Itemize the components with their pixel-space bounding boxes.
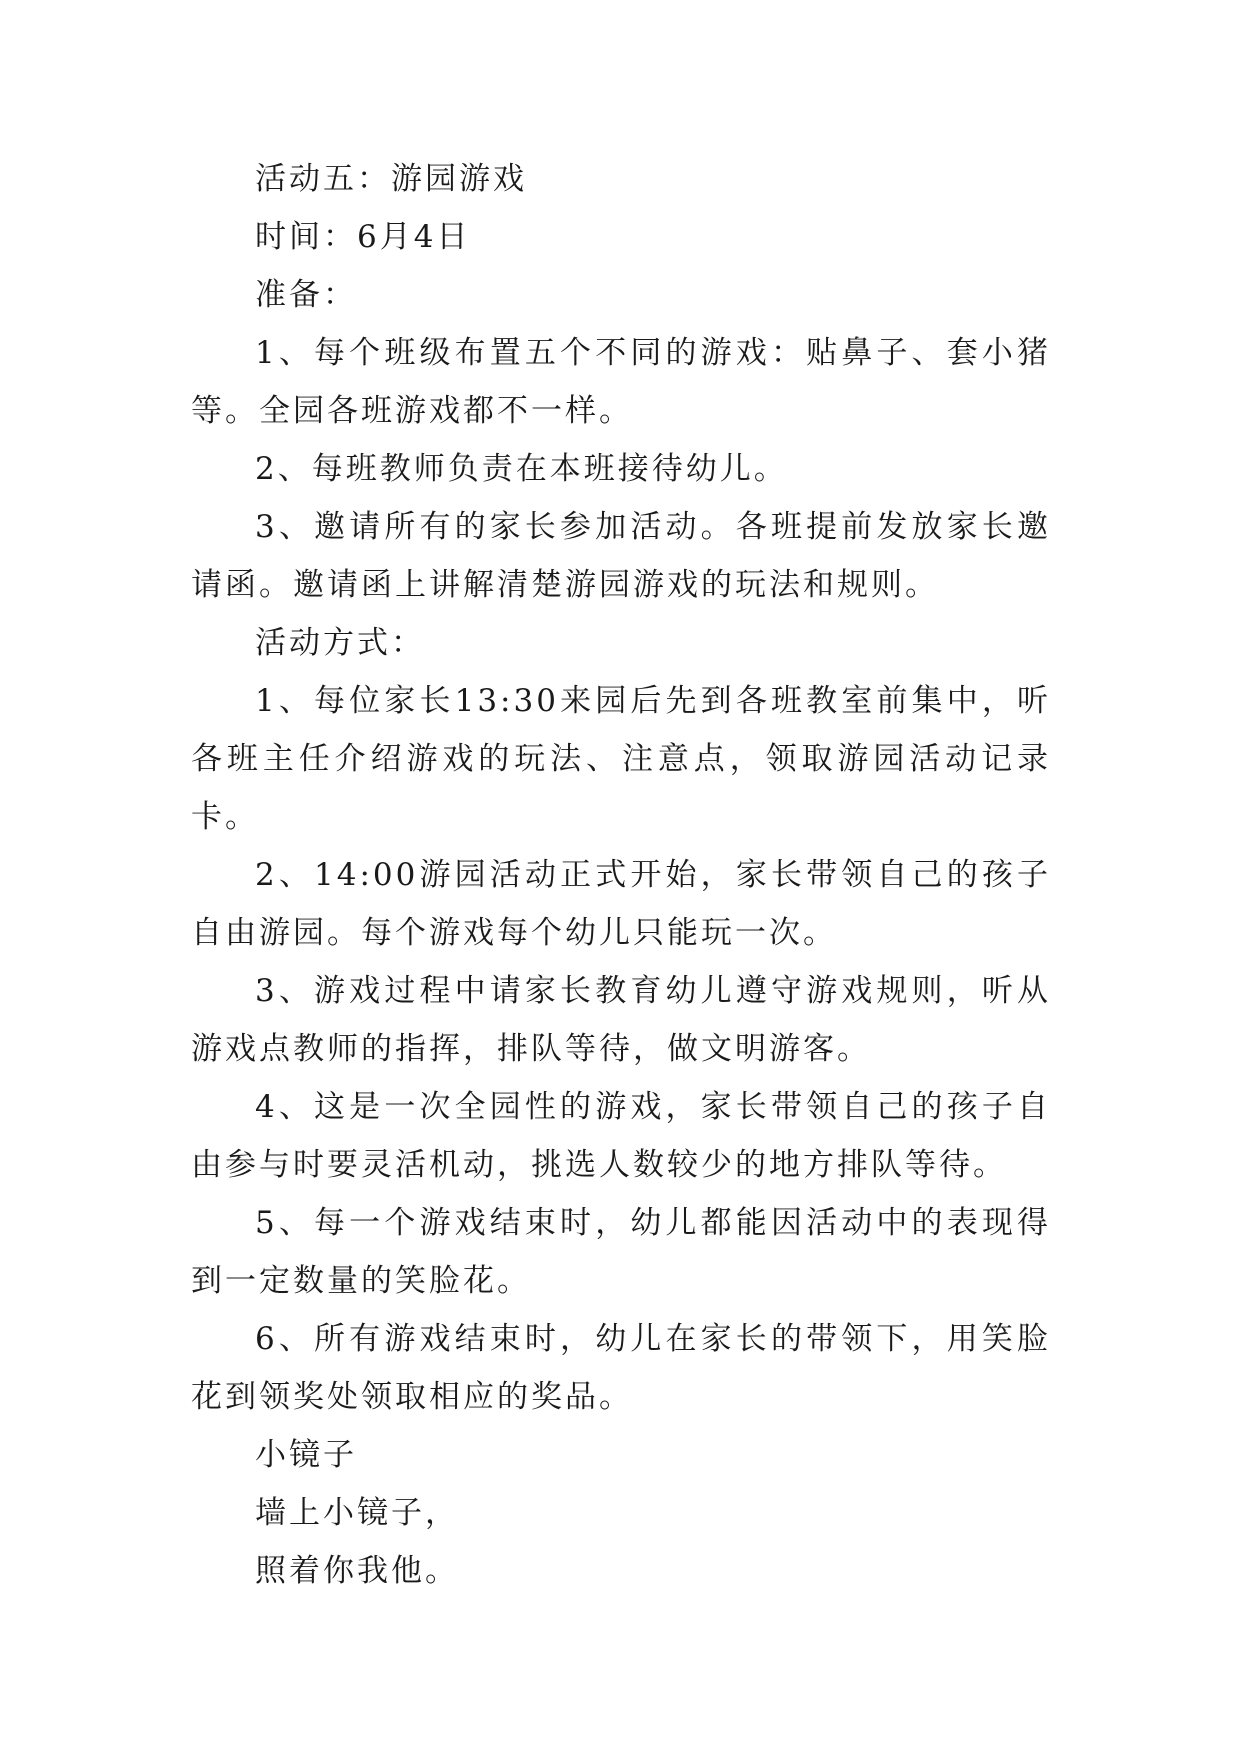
poem-title: 小镜子: [255, 1437, 357, 1473]
method-heading: 活动方式：: [255, 625, 425, 661]
method-item: 4、这是一次全园性的游戏，家长带领自己的孩子自由参与时要灵活机动，挑选人数较少的地方排队等待。: [191, 1089, 1051, 1183]
section-title: 活动五：游园游戏: [255, 161, 527, 197]
method-item: 6、所有游戏结束时，幼儿在家长的带领下，用笑脸花到领奖处领取相应的奖品。: [191, 1321, 1051, 1415]
poem-line: 墙上小镜子，: [255, 1495, 459, 1531]
document-body: [191, 150, 1051, 1600]
preparation-item: 2、每班教师负责在本班接待幼儿。: [255, 451, 788, 487]
method-item: 1、每位家长13:30来园后先到各班教室前集中，听各班主任介绍游戏的玩法、注意点，领取游园活动记录卡。: [191, 683, 1051, 835]
preparation-heading: 准备：: [255, 277, 357, 313]
method-item: 3、游戏过程中请家长教育幼儿遵守游戏规则，听从游戏点教师的指挥，排队等待，做文明游客。: [191, 973, 1051, 1067]
method-item: 2、14:00游园活动正式开始，家长带领自己的孩子自由游园。每个游戏每个幼儿只能玩一次。: [191, 857, 1051, 951]
poem-line: 照着你我他。: [255, 1553, 459, 1589]
preparation-item: 1、每个班级布置五个不同的游戏：贴鼻子、套小猪等。全园各班游戏都不一样。: [191, 335, 1051, 429]
time-line: 时间：6月4日: [255, 219, 471, 255]
preparation-item: 3、邀请所有的家长参加活动。各班提前发放家长邀请函。邀请函上讲解清楚游园游戏的玩法和规则。: [191, 509, 1051, 603]
method-item: 5、每一个游戏结束时，幼儿都能因活动中的表现得到一定数量的笑脸花。: [191, 1205, 1051, 1299]
